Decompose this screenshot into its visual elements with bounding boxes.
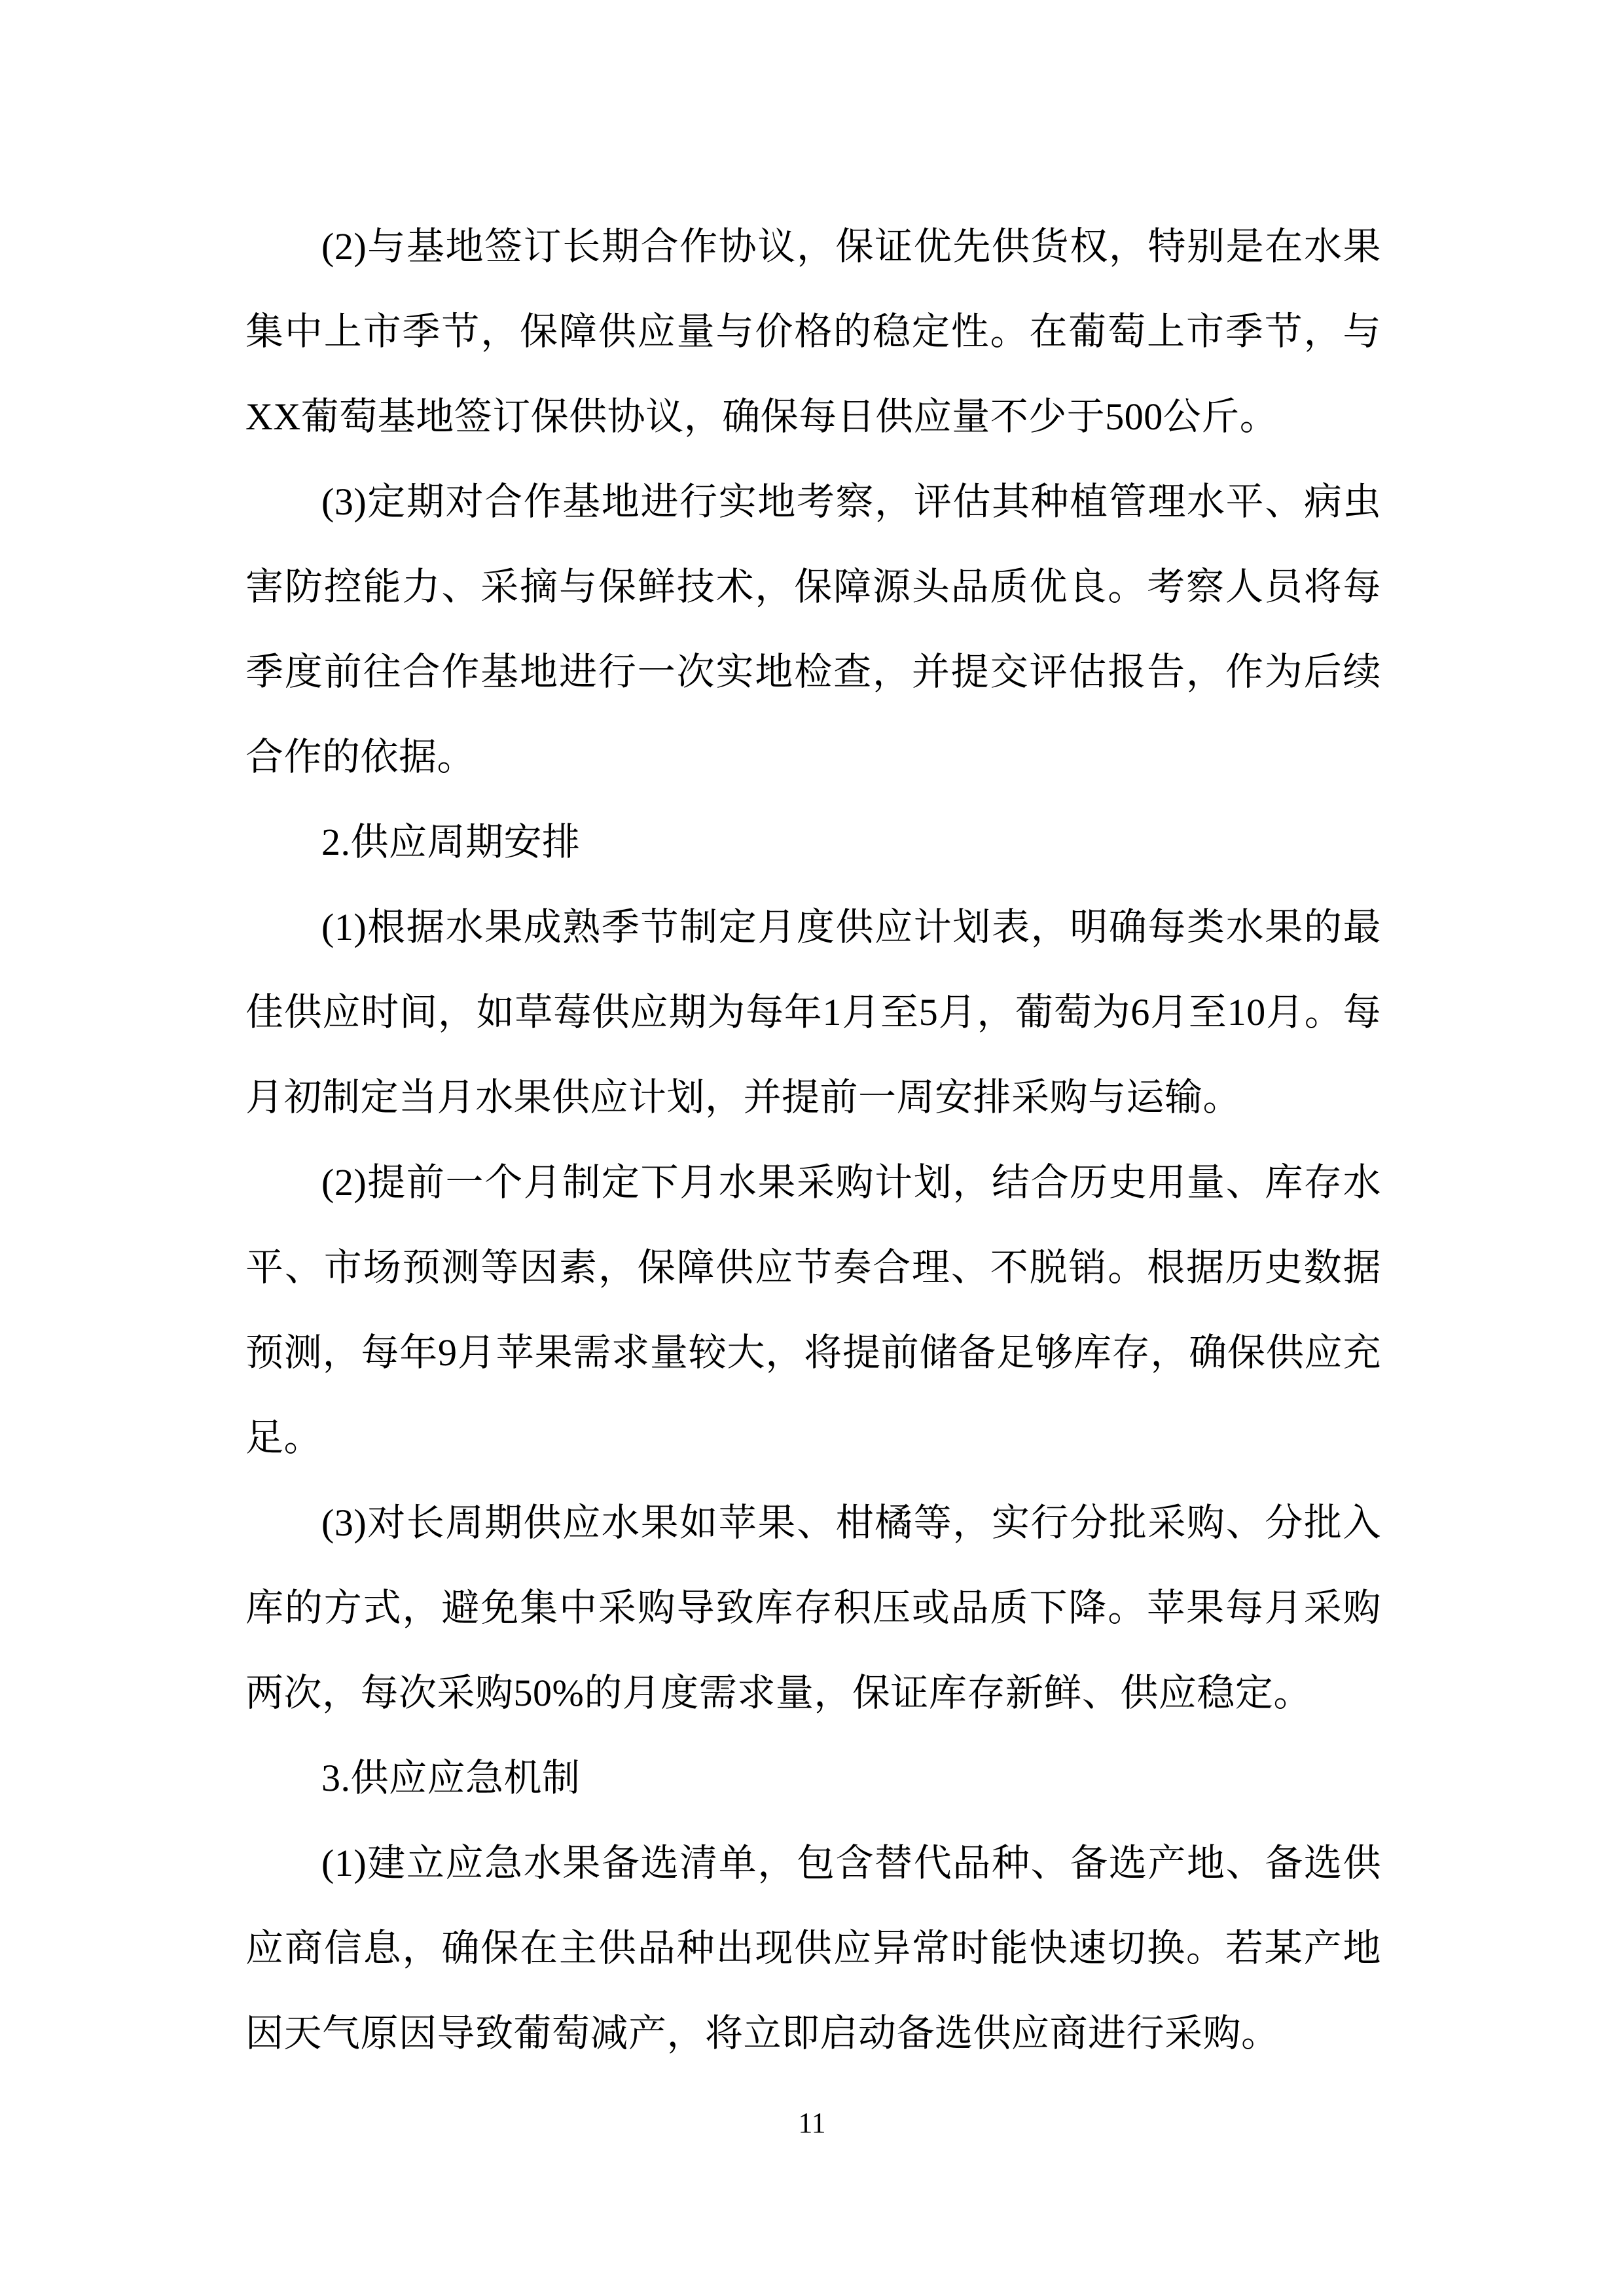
paragraph-base-inspection: (3)定期对合作基地进行实地考察，评估其种植管理水平、病虫害防控能力、采摘与保鲜技术，保障源头品质优良。考察人员将每季度前往合作基地进行一次实地检查，并提交评估报告，作为后续合作的依据。	[245, 480, 1381, 778]
paragraph-base-agreement: (2)与基地签订长期合作协议，保证优先供货权，特别是在水果集中上市季节，保障供应量与价格的稳定性。在葡萄上市季节，与XX葡萄基地签订保供协议，确保每日供应量不少于500公斤。	[245, 225, 1381, 438]
page-number: 11	[798, 2107, 826, 2139]
paragraph-emergency-backup-list: (1)建立应急水果备选清单，包含替代品种、备选产地、备选供应商信息，确保在主供品种出现供应异常时能快速切换。若某产地因天气原因导致葡萄减产，将立即启动备选供应商进行采购。	[245, 1842, 1381, 2054]
heading-emergency-mechanism: 3.供应应急机制	[321, 1757, 581, 1799]
heading-supply-cycle: 2.供应周期安排	[321, 821, 581, 863]
paragraph-advance-purchase-plan: (2)提前一个月制定下月水果采购计划，结合历史用量、库存水平、市场预测等因素，保障供应节奏合理、不脱销。根据历史数据预测，每年9月苹果需求量较大，将提前储备足够库存，确保供应充足。	[245, 1161, 1381, 1459]
document-body	[245, 204, 1381, 2076]
paragraph-batch-purchase: (3)对长周期供应水果如苹果、柑橘等，实行分批采购、分批入库的方式，避免集中采购导致库存积压或品质下降。苹果每月采购两次，每次采购50%的月度需求量，保证库存新鲜、供应稳定。	[245, 1501, 1381, 1714]
paragraph-monthly-plan: (1)根据水果成熟季节制定月度供应计划表，明确每类水果的最佳供应时间，如草莓供应期为每年1月至5月，葡萄为6月至10月。每月初制定当月水果供应计划，并提前一周安排采购与运输。	[245, 906, 1381, 1119]
